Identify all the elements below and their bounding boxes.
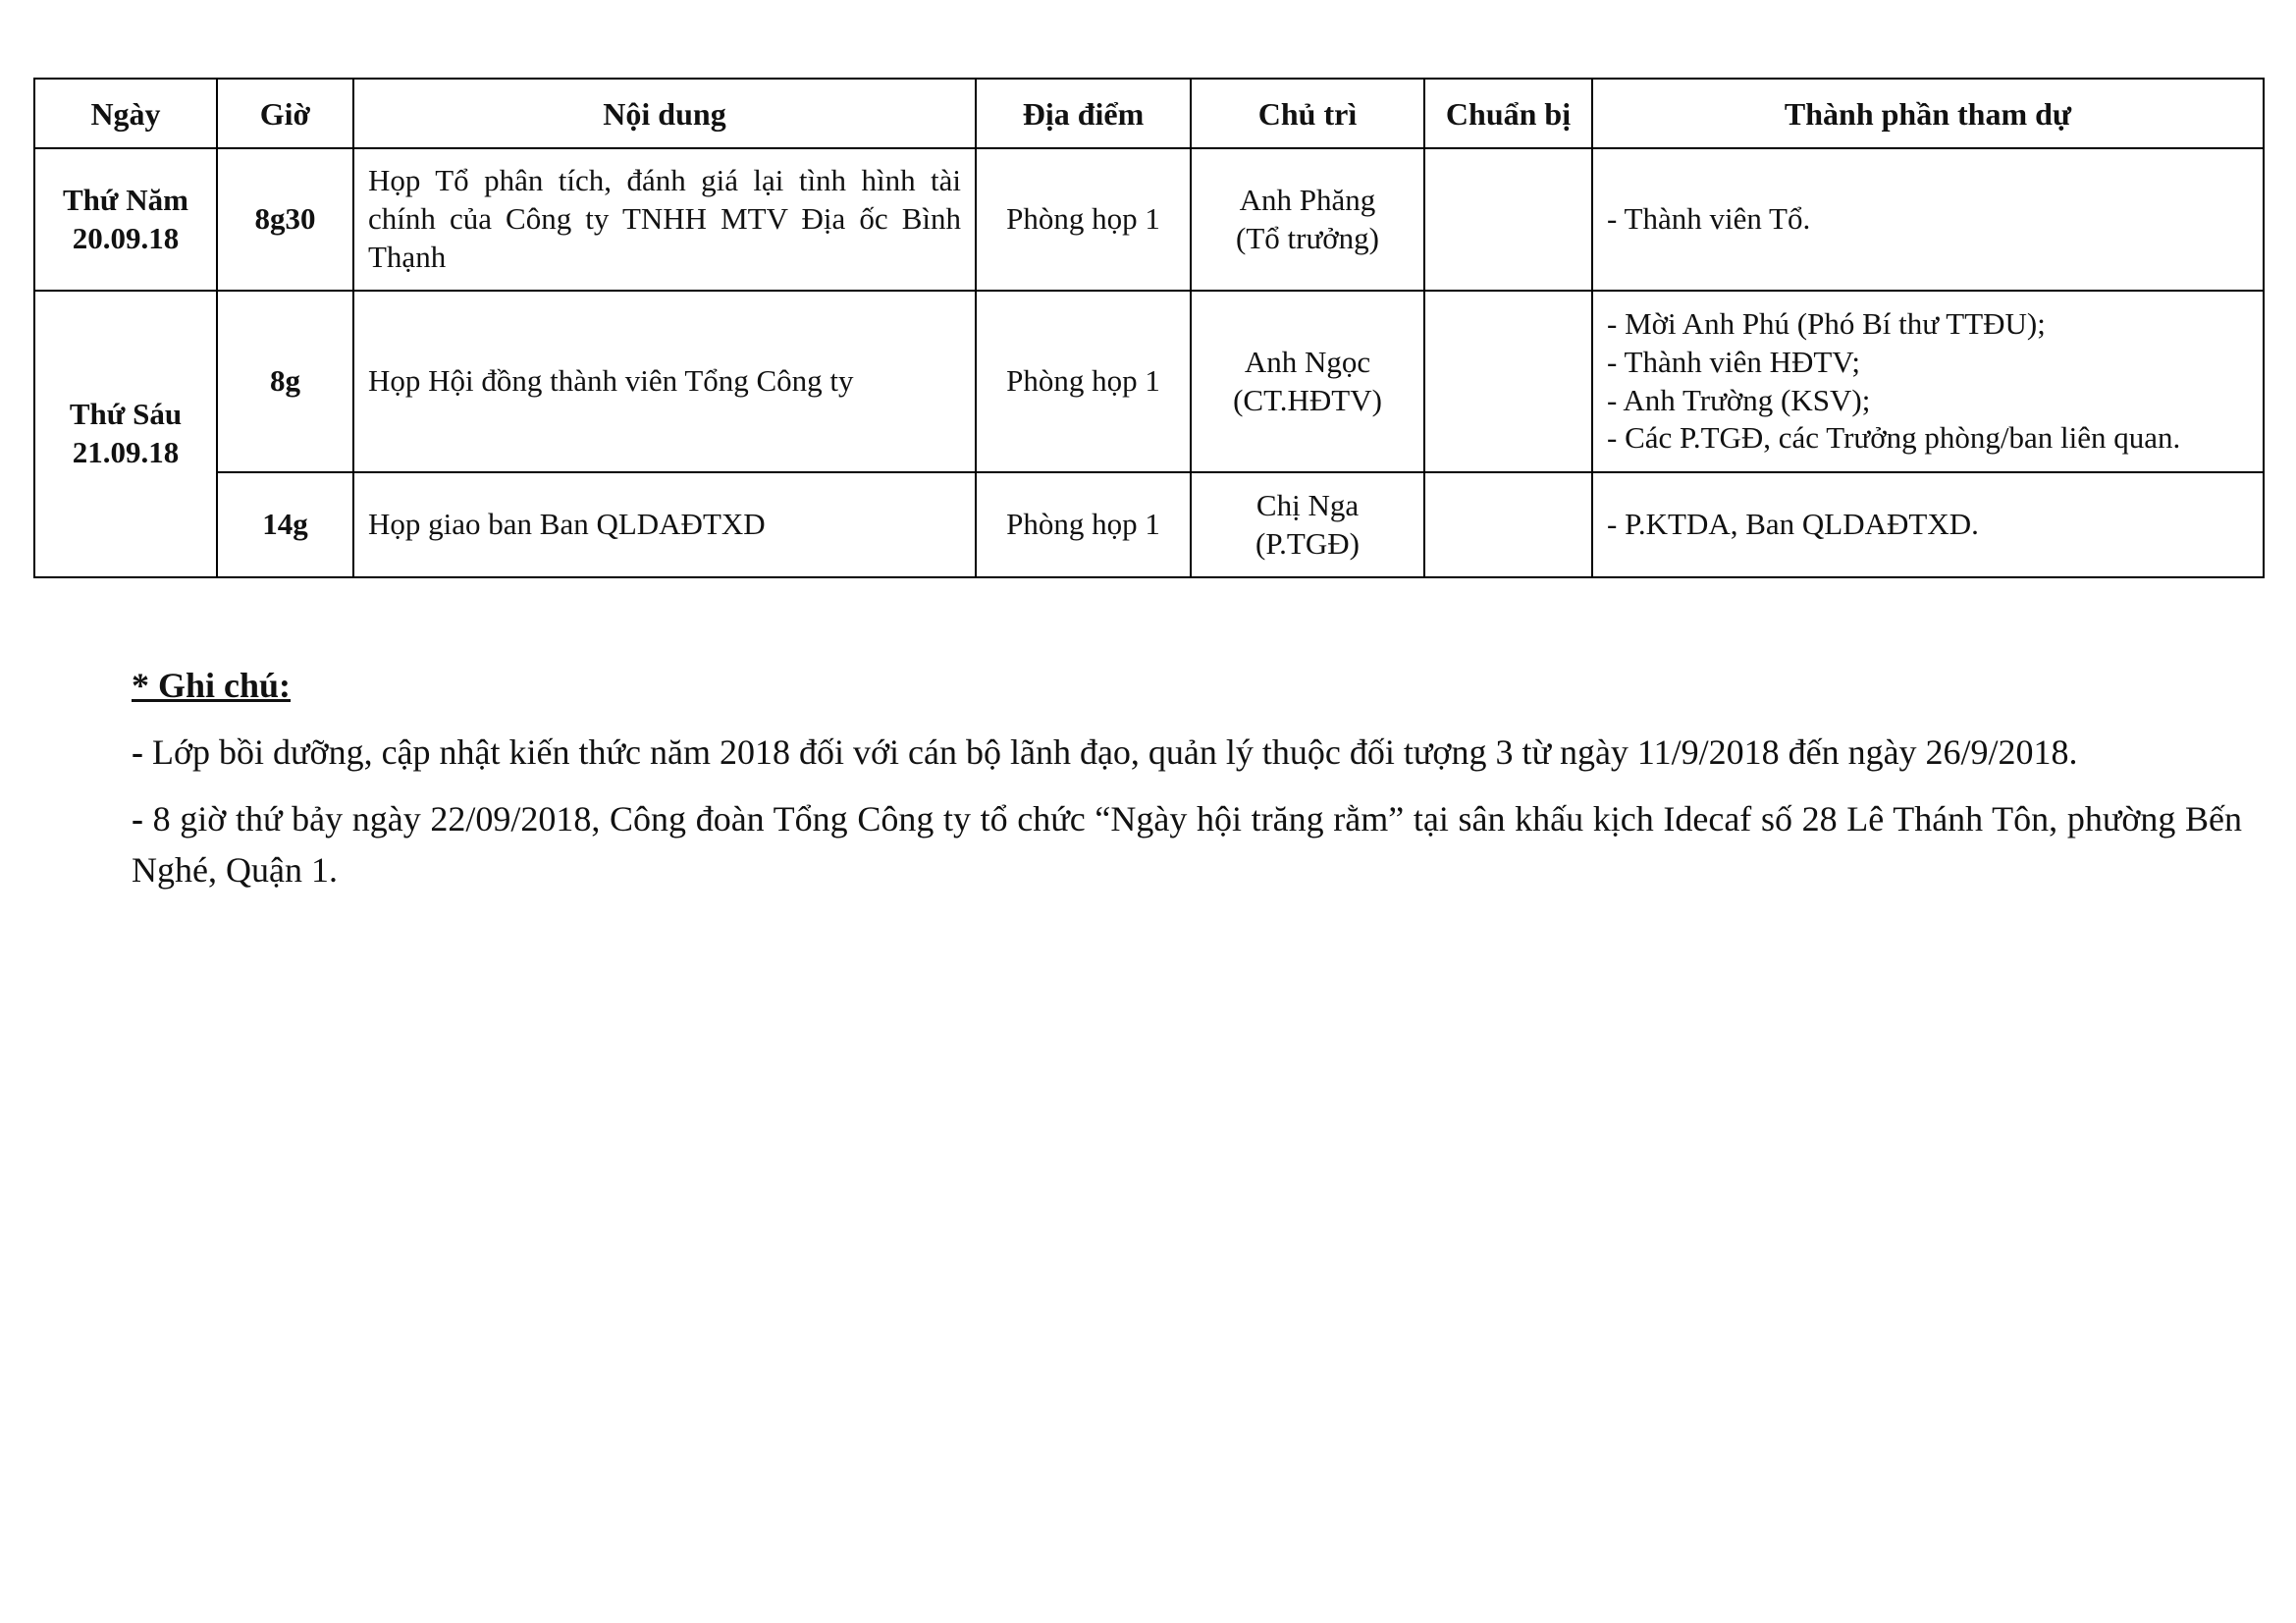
day-name: Thứ Năm (63, 182, 188, 217)
attendee-item: - Thành viên HĐTV; (1607, 344, 1860, 379)
table-row (34, 472, 2264, 577)
attendee-item: - Mời Anh Phú (Phó Bí thư TTĐU); (1607, 306, 2046, 341)
chair-role: (CT.HĐTV) (1233, 382, 1382, 417)
time-cell: 8g (217, 291, 353, 472)
header-time: Giờ (217, 79, 353, 148)
note-item (132, 727, 2242, 778)
header-attendees: Thành phần tham dự (1592, 79, 2264, 148)
notes-title: * Ghi chú: (132, 666, 292, 705)
day-date: 21.09.18 (72, 435, 180, 469)
table-header-row (34, 79, 2264, 148)
note-text: 8 giờ thứ bảy ngày 22/09/2018, Công đoàn Tổng Công ty tổ chức “Ngày hội trăng rằm” tại sân khấu kịch Idecaf số 28 Lê Thánh Tôn, phường Bến Nghé, Quận 1. (132, 799, 2242, 890)
chair-cell (1191, 472, 1424, 577)
time-cell: 14g (217, 472, 353, 577)
note-text: Lớp bồi dưỡng, cập nhật kiến thức năm 2018 đối với cán bộ lãnh đạo, quản lý thuộc đối tượng 3 từ ngày 11/9/2018 đến ngày 26/9/2018. (143, 732, 2078, 772)
note-item (132, 793, 2242, 895)
header-chair: Chủ trì (1191, 79, 1424, 148)
notes-section (132, 660, 2242, 911)
note-bullet: - (132, 799, 143, 839)
content-cell: Họp giao ban Ban QLDAĐTXD (353, 472, 976, 577)
preparation-cell (1424, 291, 1592, 472)
attendees-cell (1592, 291, 2264, 472)
table-row (34, 148, 2264, 291)
chair-name: Chị Nga (1255, 487, 1360, 522)
location-cell: Phòng họp 1 (976, 291, 1191, 472)
chair-name: Anh Phăng (1239, 182, 1376, 217)
attendee-item: - Các P.TGĐ, các Trưởng phòng/ban liên quan. (1607, 420, 2181, 456)
schedule-table (33, 78, 2265, 578)
attendee-item: - Thành viên Tổ. (1607, 201, 1811, 237)
content-cell: Họp Tổ phân tích, đánh giá lại tình hình tài chính của Công ty TNHH MTV Địa ốc Bình Thạnh (353, 148, 976, 291)
day-cell (34, 291, 217, 577)
preparation-cell (1424, 472, 1592, 577)
time-cell: 8g30 (217, 148, 353, 291)
chair-cell (1191, 148, 1424, 291)
preparation-cell (1424, 148, 1592, 291)
day-cell (34, 148, 217, 291)
chair-name: Anh Ngọc (1244, 344, 1371, 379)
chair-role: (Tổ trưởng) (1236, 220, 1379, 255)
attendees-cell (1592, 148, 2264, 291)
note-bullet: - (132, 732, 143, 772)
header-day: Ngày (34, 79, 217, 148)
chair-role: (P.TGĐ) (1255, 525, 1360, 561)
content-cell: Họp Hội đồng thành viên Tổng Công ty (353, 291, 976, 472)
chair-cell (1191, 291, 1424, 472)
header-location: Địa điểm (976, 79, 1191, 148)
day-name: Thứ Sáu (69, 397, 183, 432)
attendees-cell (1592, 472, 2264, 577)
header-content: Nội dung (353, 79, 976, 148)
attendee-item: - Anh Trường (KSV); (1607, 382, 1871, 417)
header-preparation: Chuẩn bị (1424, 79, 1592, 148)
day-date: 20.09.18 (72, 220, 180, 255)
attendee-item: - P.KTDA, Ban QLDAĐTXD. (1607, 507, 1979, 542)
location-cell: Phòng họp 1 (976, 148, 1191, 291)
table-row (34, 291, 2264, 472)
location-cell: Phòng họp 1 (976, 472, 1191, 577)
